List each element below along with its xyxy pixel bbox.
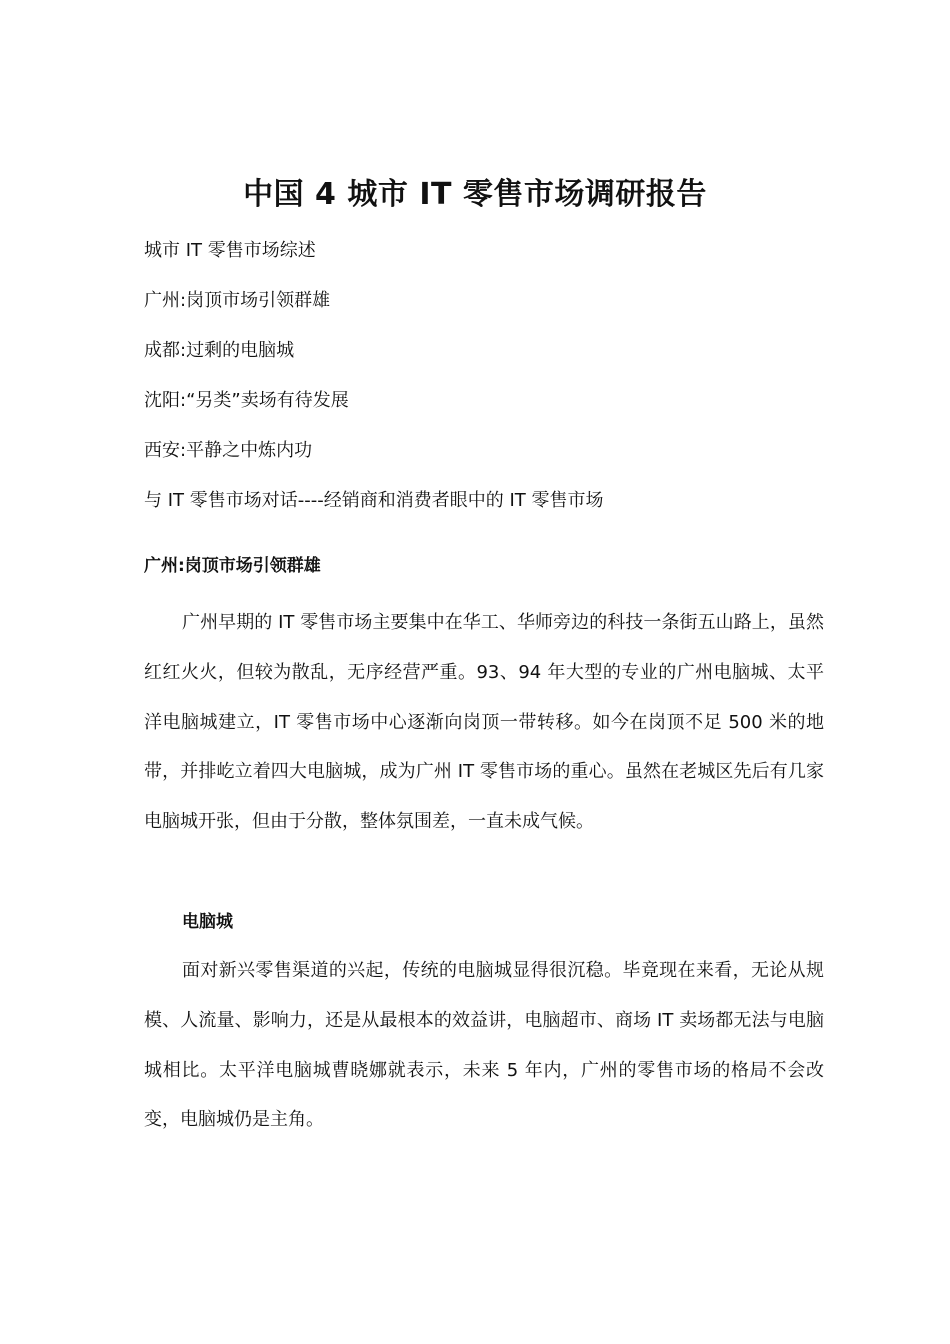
- toc-item: 西安:平静之中炼内功: [144, 440, 313, 461]
- toc-item: 与 IT 零售市场对话----经销商和消费者眼中的 IT 零售市场: [144, 490, 604, 511]
- toc-item: 沈阳:“另类”卖场有待发展: [144, 390, 349, 411]
- section-heading: 广州:岗顶市场引领群雄: [144, 556, 321, 576]
- toc-item: 城市 IT 零售市场综述: [144, 240, 316, 261]
- table-of-contents: [144, 226, 824, 526]
- document-title: 中国 4 城市 IT 零售市场调研报告: [243, 177, 707, 213]
- toc-item: 广州:岗顶市场引领群雄: [144, 290, 331, 311]
- body-paragraph: 广州早期的 IT 零售市场主要集中在华工、华师旁边的科技一条街五山路上，虽然红红火火，但较为散乱，无序经营严重。93、94 年大型的专业的广州电脑城、太平洋电脑城建立，IT 零售市场中心逐渐向岗顶一带转移。如今在岗顶不足 500 米的地带，并排屹立着四大电脑城，成为广州 IT 零售市场的重心。虽然在老城区先后有几家电脑城开张，但由于分散，整体氛围差，一直未成气候。: [144, 612, 824, 833]
- subsection-heading: 电脑城: [182, 912, 233, 932]
- toc-item: 成都:过剩的电脑城: [144, 340, 295, 361]
- body-paragraph: 面对新兴零售渠道的兴起，传统的电脑城显得很沉稳。毕竟现在来看，无论从规模、人流量、影响力，还是从最根本的效益讲，电脑超市、商场 IT 卖场都无法与电脑城相比。太平洋电脑城曹晓娜就表示，未来 5 年内，广州的零售市场的格局不会改变，电脑城仍是主角。: [144, 960, 824, 1131]
